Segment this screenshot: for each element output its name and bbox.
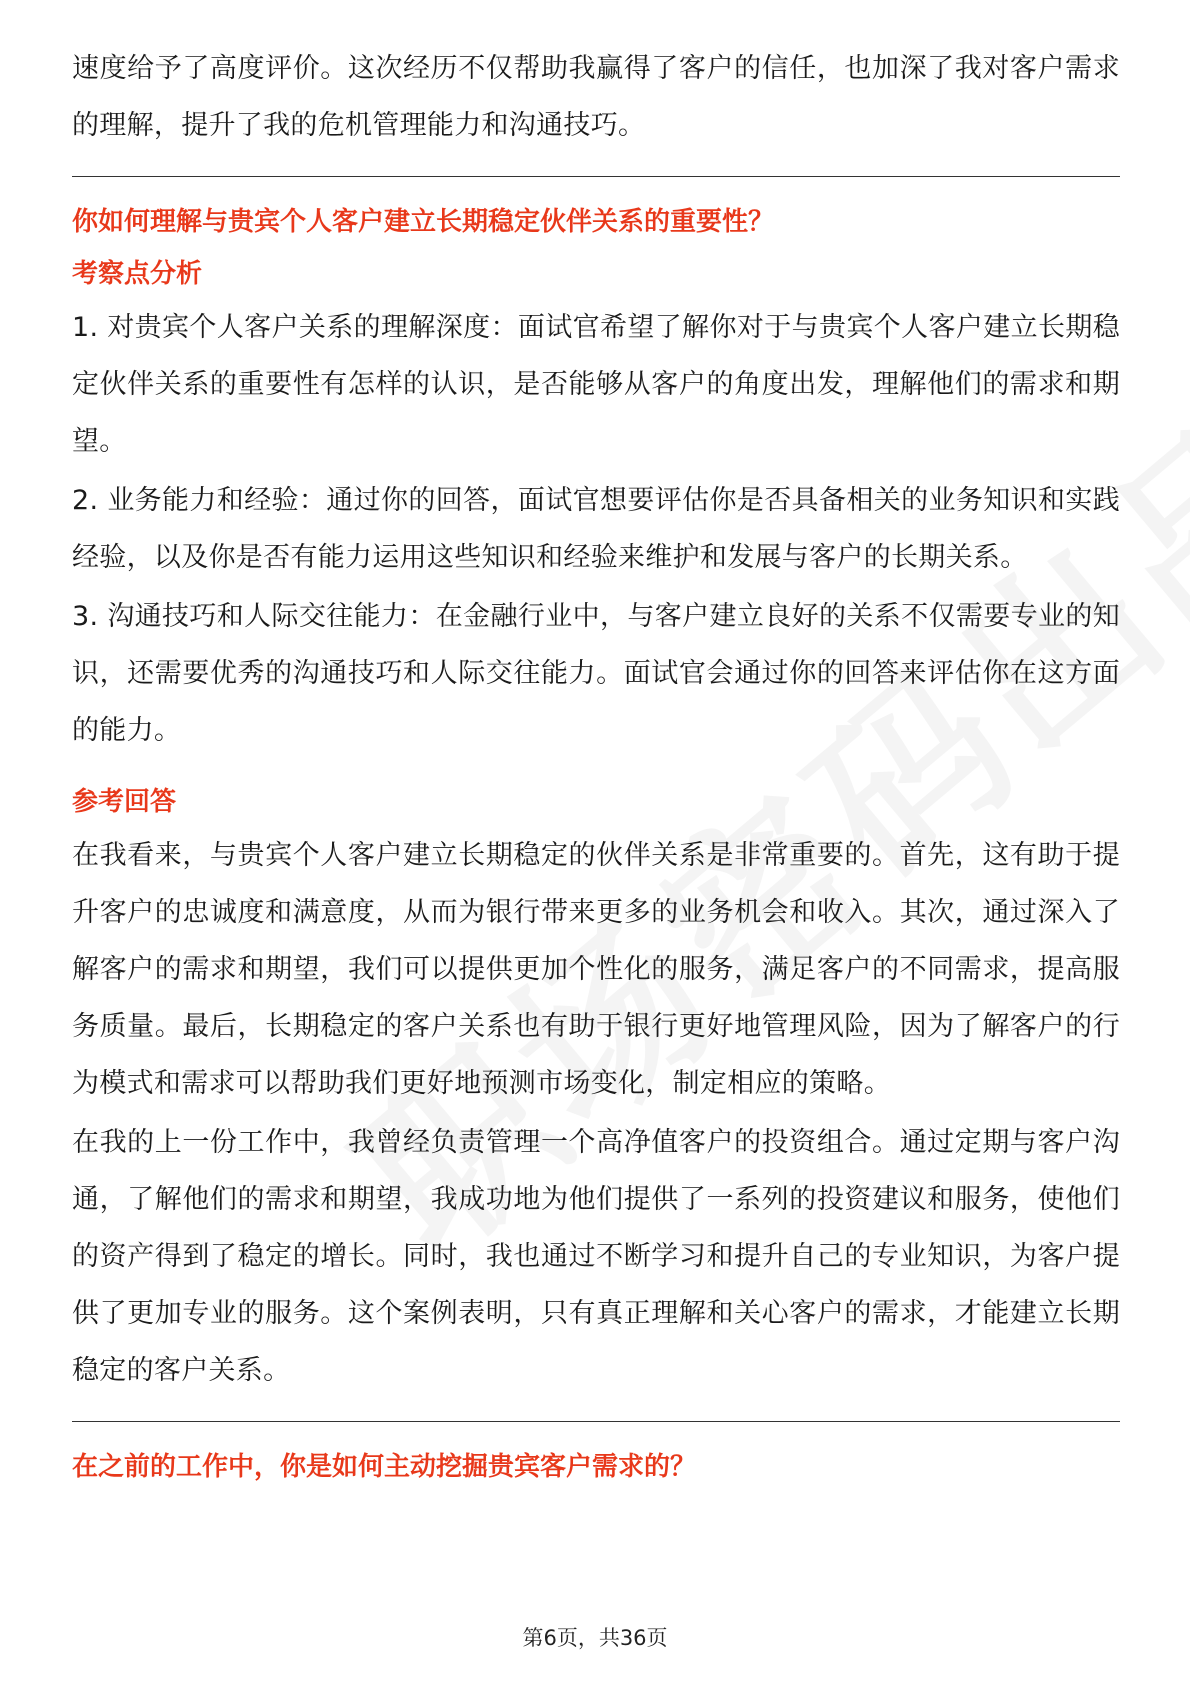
analysis-heading: 考察点分析 — [72, 259, 203, 289]
document-page — [72, 40, 1120, 1492]
answer-paragraph: 在我看来，与贵宾个人客户建立长期稳定的伙伴关系是非常重要的。首先，这有助于提升客户的忠诚度和满意度，从而为银行带来更多的业务机会和收入。其次，通过深入了解客户的需求和期望，我们可以提供更加个性化的服务，满足客户的不同需求，提高服务质量。最后，长期稳定的客户关系也有助于银行更好地管理风险，因为了解客户的行为模式和需求可以帮助我们更好地预测市场变化，制定相应的策略。 — [72, 840, 1120, 1099]
analysis-point: 1. 对贵宾个人客户关系的理解深度：面试官希望了解你对于与贵宾个人客户建立长期稳定伙伴关系的重要性有怎样的认识，是否能够从客户的角度出发，理解他们的需求和期望。 — [72, 312, 1120, 457]
answer-heading: 参考回答 — [72, 787, 177, 817]
answer-paragraph: 在我的上一份工作中，我曾经负责管理一个高净值客户的投资组合。通过定期与客户沟通，了解他们的需求和期望，我成功地为他们提供了一系列的投资建议和服务，使他们的资产得到了稳定的增长。同时，我也通过不断学习和提升自己的专业知识，为客户提供了更加专业的服务。这个案例表明，只有真正理解和关心客户的需求，才能建立长期稳定的客户关系。 — [72, 1127, 1120, 1386]
analysis-point: 3. 沟通技巧和人际交往能力：在金融行业中，与客户建立良好的关系不仅需要专业的知识，还需要优秀的沟通技巧和人际交往能力。面试官会通过你的回答来评估你在这方面的能力。 — [72, 601, 1120, 746]
section-divider — [72, 1421, 1120, 1422]
question-title: 在之前的工作中，你是如何主动挖掘贵宾客户需求的？ — [72, 1452, 697, 1482]
analysis-point: 2. 业务能力和经验：通过你的回答，面试官想要评估你是否具备相关的业务知识和实践经验，以及你是否有能力运用这些知识和经验来维护和发展与客户的长期关系。 — [72, 485, 1120, 573]
page-number: 第6页，共36页 — [522, 1626, 668, 1650]
question-title: 你如何理解与贵宾个人客户建立长期稳定伙伴关系的重要性？ — [72, 207, 775, 237]
section-divider — [72, 176, 1120, 177]
intro-paragraph: 速度给予了高度评价。这次经历不仅帮助我赢得了客户的信任，也加深了我对客户需求的理解，提升了我的危机管理能力和沟通技巧。 — [72, 53, 1120, 141]
